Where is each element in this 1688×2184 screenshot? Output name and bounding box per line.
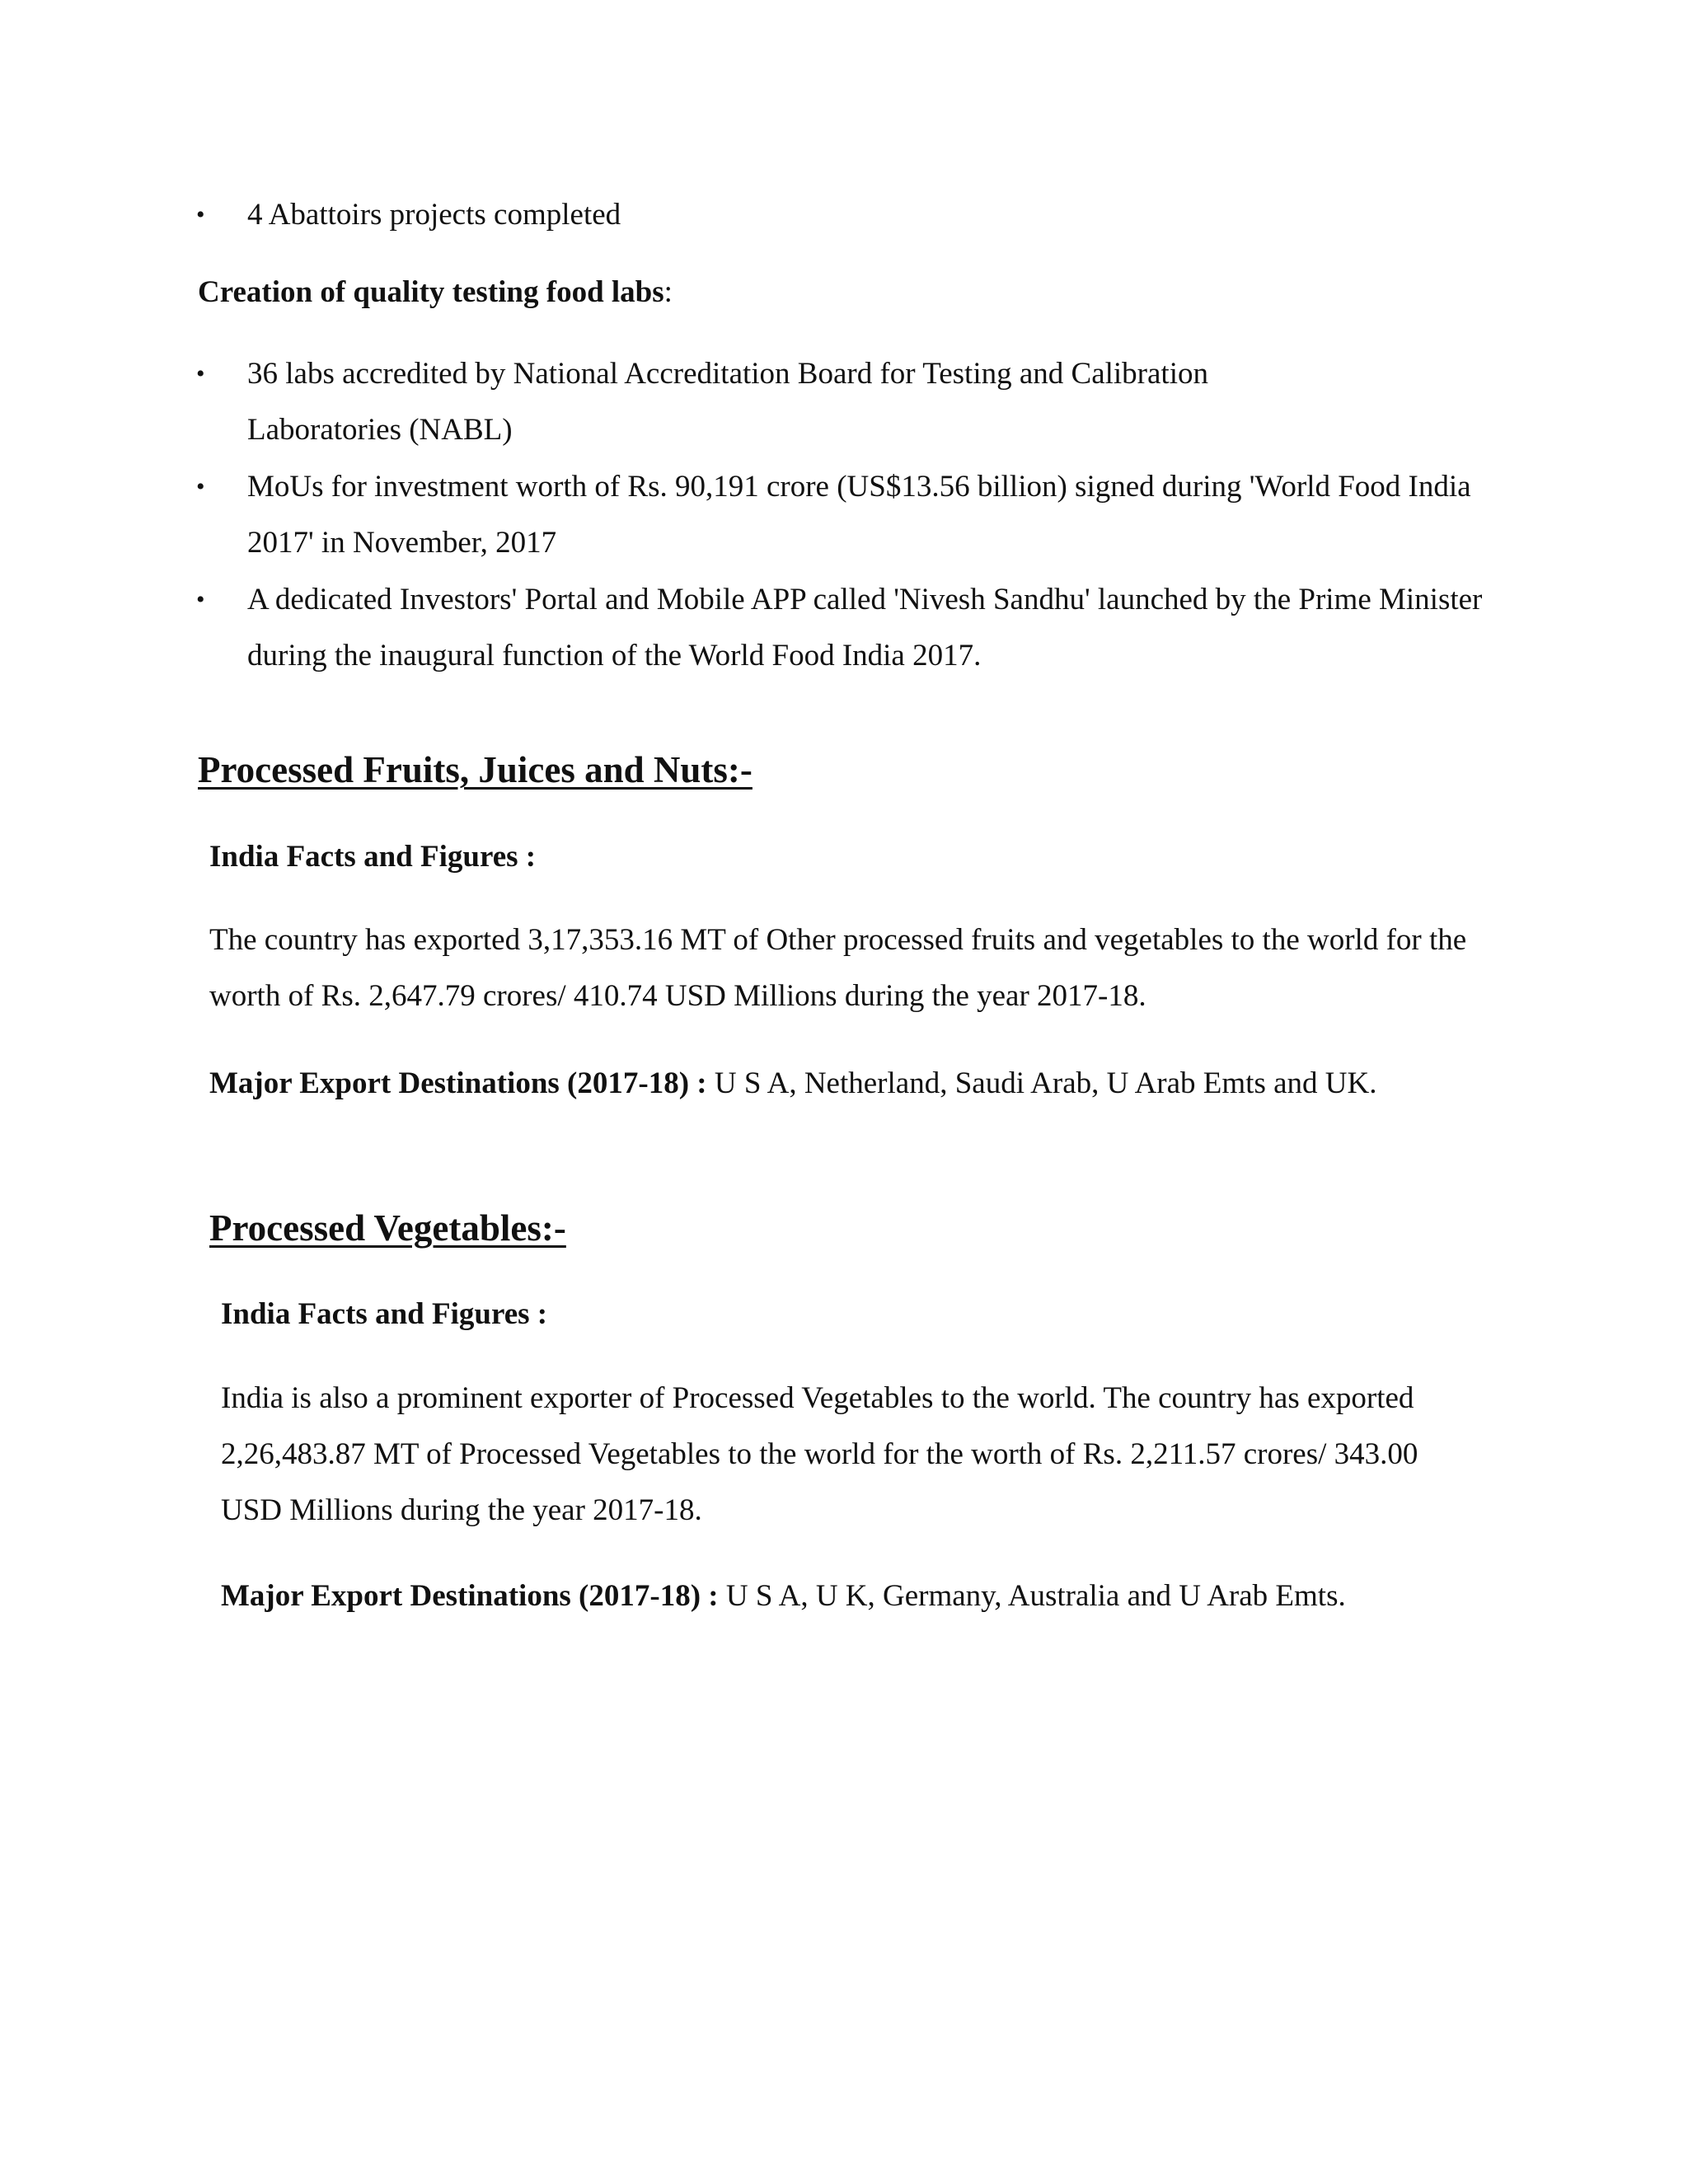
- labs-section-title: Creation of quality testing food labs: [198, 275, 664, 309]
- export-destinations: [221, 1576, 1346, 1617]
- section-subheading: India Facts and Figures :: [221, 1297, 548, 1331]
- destinations-label: Major Export Destinations (2017-18) :: [209, 1066, 707, 1100]
- list-item: [196, 346, 1343, 458]
- section-paragraph: India is also a prominent exporter of Processed Vegetables to the world. The country has exported 2,26,483.87 MT of Processed Vegetables to the world for the worth of Rs. 2,211.57 crores/ 343.00 USD Millions during the year 2017-18.: [221, 1381, 1418, 1527]
- list-item-text: A dedicated Investors' Portal and Mobile APP called 'Nivesh Sandhu' launched by the Prime Minister during the inaugural function of the World Food India 2017.: [247, 583, 1483, 673]
- bullet-icon: •: [196, 473, 205, 500]
- destinations-value: U S A, U K, Germany, Australia and U Arab Emts.: [718, 1579, 1346, 1613]
- list-item: [196, 459, 1492, 571]
- export-destinations: [209, 1063, 1376, 1104]
- list-item-text: 36 labs accredited by National Accreditation Board for Testing and Calibration Laboratories (NABL): [247, 357, 1208, 447]
- section-heading: Processed Fruits, Juices and Nuts:-: [198, 749, 753, 790]
- section-title: [198, 272, 673, 313]
- list-item: [196, 572, 1484, 684]
- list-item: [196, 187, 1500, 243]
- bullet-icon: •: [196, 201, 205, 228]
- list-item-text: MoUs for investment worth of Rs. 90,191 crore (US$13.56 billion) signed during 'World Food India 2017' in November, 2017: [247, 470, 1471, 560]
- list-item-text: 4 Abattoirs projects completed: [247, 198, 621, 232]
- destinations-label: Major Export Destinations (2017-18) :: [221, 1579, 719, 1613]
- labs-section-title-suffix: :: [663, 275, 673, 309]
- bullet-icon: •: [196, 360, 205, 387]
- destinations-value: U S A, Netherland, Saudi Arab, U Arab Emts and UK.: [706, 1066, 1377, 1100]
- bullet-icon: •: [196, 586, 205, 613]
- section-paragraph: The country has exported 3,17,353.16 MT of Other processed fruits and vegetables to the world for the worth of Rs. 2,647.79 crores/ 410.74 USD Millions during the year 2017-18.: [209, 923, 1467, 1013]
- section-heading: Processed Vegetables:-: [209, 1207, 566, 1249]
- section-subheading: India Facts and Figures :: [209, 840, 537, 874]
